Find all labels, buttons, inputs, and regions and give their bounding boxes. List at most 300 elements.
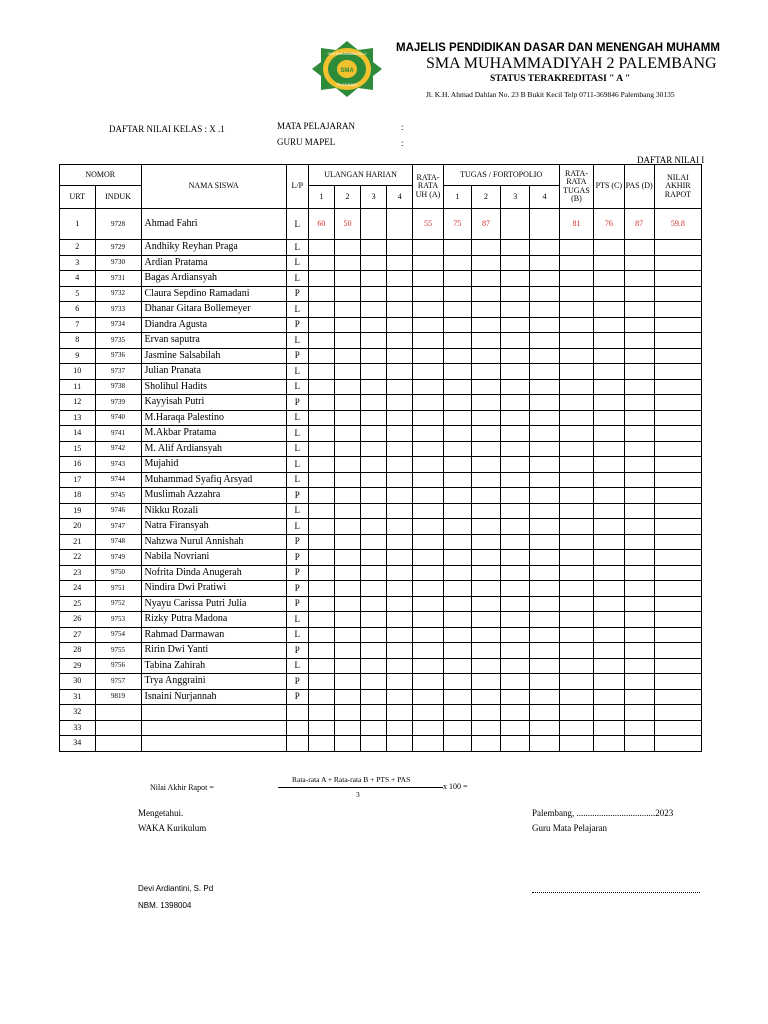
row-tugas-2 bbox=[471, 596, 500, 612]
row-tugas-1 bbox=[443, 317, 471, 333]
row-rata-a bbox=[413, 534, 443, 550]
row-tugas-1 bbox=[443, 472, 471, 488]
row-uh-2 bbox=[334, 720, 360, 736]
row-student-name: M.Akbar Pratama bbox=[141, 426, 286, 442]
row-uh-2 bbox=[334, 627, 360, 643]
row-student-name: Jasmine Salsabilah bbox=[141, 348, 286, 364]
row-gender: L bbox=[286, 271, 308, 287]
row-pas bbox=[624, 519, 654, 535]
row-uh-1 bbox=[308, 488, 334, 504]
logo-bottom-text: PALEMBANG bbox=[336, 83, 358, 87]
row-rata-b bbox=[559, 302, 593, 318]
row-uh-2 bbox=[334, 426, 360, 442]
row-rata-a bbox=[413, 705, 443, 721]
row-uh-3 bbox=[361, 488, 387, 504]
row-uh-1 bbox=[308, 596, 334, 612]
row-tugas-2 bbox=[471, 705, 500, 721]
row-gender: L bbox=[286, 612, 308, 628]
row-uh-4 bbox=[387, 410, 413, 426]
row-number: 30 bbox=[60, 674, 96, 690]
row-induk: 9734 bbox=[95, 317, 141, 333]
row-tugas-1 bbox=[443, 689, 471, 705]
row-uh-1 bbox=[308, 348, 334, 364]
table-row bbox=[60, 271, 702, 287]
row-pas bbox=[624, 410, 654, 426]
row-rata-b bbox=[559, 596, 593, 612]
row-tugas-3 bbox=[501, 255, 530, 271]
row-tugas-3 bbox=[501, 534, 530, 550]
table-row bbox=[60, 488, 702, 504]
sign-right-place-date: Palembang, ...................................2023 bbox=[532, 808, 674, 818]
row-tugas-2 bbox=[471, 364, 500, 380]
row-tugas-1 bbox=[443, 550, 471, 566]
row-pas bbox=[624, 689, 654, 705]
row-tugas-1 bbox=[443, 596, 471, 612]
row-uh-4 bbox=[387, 426, 413, 442]
row-uh-3 bbox=[361, 658, 387, 674]
row-induk: 9739 bbox=[95, 395, 141, 411]
row-uh-3 bbox=[361, 534, 387, 550]
row-uh-2 bbox=[334, 736, 360, 752]
row-tugas-1 bbox=[443, 240, 471, 256]
row-uh-1 bbox=[308, 364, 334, 380]
row-rata-b bbox=[559, 503, 593, 519]
row-rata-a bbox=[413, 333, 443, 349]
formula-label: Nilai Akhir Rapot = bbox=[150, 783, 214, 792]
row-gender: L bbox=[286, 240, 308, 256]
row-student-name: Kayyisah Putri bbox=[141, 395, 286, 411]
row-pts bbox=[594, 395, 624, 411]
row-nilai-akhir bbox=[654, 596, 701, 612]
row-rata-a bbox=[413, 674, 443, 690]
list-title: DAFTAR NILAI I bbox=[637, 155, 705, 165]
row-pts bbox=[594, 348, 624, 364]
row-uh-3 bbox=[361, 565, 387, 581]
row-uh-4 bbox=[387, 271, 413, 287]
row-gender: L bbox=[286, 255, 308, 271]
row-rata-a bbox=[413, 302, 443, 318]
row-nilai-akhir bbox=[654, 472, 701, 488]
row-pts bbox=[594, 736, 624, 752]
row-tugas-4 bbox=[530, 379, 559, 395]
table-row bbox=[60, 581, 702, 597]
row-gender: L bbox=[286, 472, 308, 488]
row-rata-a bbox=[413, 488, 443, 504]
row-uh-1 bbox=[308, 627, 334, 643]
row-gender: P bbox=[286, 643, 308, 659]
row-uh-3 bbox=[361, 643, 387, 659]
row-induk: 9755 bbox=[95, 643, 141, 659]
row-uh-2 bbox=[334, 674, 360, 690]
row-rata-b bbox=[559, 333, 593, 349]
row-nilai-akhir bbox=[654, 627, 701, 643]
row-tugas-2 bbox=[471, 658, 500, 674]
row-rata-a bbox=[413, 364, 443, 380]
row-tugas-2 bbox=[471, 581, 500, 597]
row-gender: L bbox=[286, 658, 308, 674]
row-tugas-4 bbox=[530, 627, 559, 643]
row-nilai-akhir bbox=[654, 240, 701, 256]
row-tugas-4 bbox=[530, 720, 559, 736]
table-row bbox=[60, 426, 702, 442]
row-nilai-akhir bbox=[654, 255, 701, 271]
row-pas bbox=[624, 720, 654, 736]
row-pas bbox=[624, 302, 654, 318]
row-uh-2 bbox=[334, 333, 360, 349]
row-student-name: Isnaini Nurjannah bbox=[141, 689, 286, 705]
row-number: 11 bbox=[60, 379, 96, 395]
row-pts bbox=[594, 364, 624, 380]
row-tugas-4 bbox=[530, 426, 559, 442]
row-uh-4 bbox=[387, 209, 413, 240]
header-rata-a: RATA- RATA UH (A) bbox=[413, 165, 443, 209]
row-tugas-3 bbox=[501, 240, 530, 256]
header-ulangan-harian: ULANGAN HARIAN bbox=[308, 165, 413, 186]
row-uh-4 bbox=[387, 364, 413, 380]
row-rata-a bbox=[413, 255, 443, 271]
row-number: 4 bbox=[60, 271, 96, 287]
row-tugas-4 bbox=[530, 472, 559, 488]
row-tugas-1 bbox=[443, 581, 471, 597]
row-pts bbox=[594, 503, 624, 519]
row-rata-a bbox=[413, 519, 443, 535]
row-uh-4 bbox=[387, 395, 413, 411]
row-pts bbox=[594, 720, 624, 736]
row-induk: 9731 bbox=[95, 271, 141, 287]
row-gender: P bbox=[286, 596, 308, 612]
row-induk: 9741 bbox=[95, 426, 141, 442]
row-induk: 9743 bbox=[95, 457, 141, 473]
row-uh-4 bbox=[387, 240, 413, 256]
row-nilai-akhir bbox=[654, 503, 701, 519]
row-student-name: Natra Firansyah bbox=[141, 519, 286, 535]
row-tugas-3 bbox=[501, 364, 530, 380]
row-uh-3 bbox=[361, 612, 387, 628]
row-rata-a bbox=[413, 410, 443, 426]
header-pts: PTS (C) bbox=[594, 165, 624, 209]
row-nilai-akhir: 59.8 bbox=[654, 209, 701, 240]
row-uh-2 bbox=[334, 705, 360, 721]
row-rata-a bbox=[413, 348, 443, 364]
row-tugas-3 bbox=[501, 286, 530, 302]
table-row bbox=[60, 209, 702, 240]
row-student-name: Claura Sepdino Ramadani bbox=[141, 286, 286, 302]
row-number: 21 bbox=[60, 534, 96, 550]
header-tugas-3: 3 bbox=[501, 186, 530, 209]
table-row bbox=[60, 441, 702, 457]
row-pts bbox=[594, 333, 624, 349]
row-rata-b bbox=[559, 457, 593, 473]
row-uh-4 bbox=[387, 550, 413, 566]
row-nilai-akhir bbox=[654, 457, 701, 473]
sign-right-title: Guru Mata Pelajaran bbox=[532, 823, 607, 833]
row-gender: P bbox=[286, 550, 308, 566]
table-row bbox=[60, 534, 702, 550]
row-nilai-akhir bbox=[654, 488, 701, 504]
row-induk: 9753 bbox=[95, 612, 141, 628]
row-nilai-akhir bbox=[654, 441, 701, 457]
row-tugas-2 bbox=[471, 426, 500, 442]
row-uh-1 bbox=[308, 333, 334, 349]
header-tugas: TUGAS / FORTOPOLIO bbox=[443, 165, 559, 186]
row-uh-2 bbox=[334, 534, 360, 550]
row-tugas-4 bbox=[530, 302, 559, 318]
row-tugas-1 bbox=[443, 612, 471, 628]
row-induk: 9752 bbox=[95, 596, 141, 612]
row-number: 9 bbox=[60, 348, 96, 364]
row-uh-1 bbox=[308, 503, 334, 519]
row-rata-b bbox=[559, 643, 593, 659]
row-gender: P bbox=[286, 317, 308, 333]
sign-left-nbm: NBM. 1398004 bbox=[138, 901, 192, 910]
row-uh-4 bbox=[387, 441, 413, 457]
row-uh-3 bbox=[361, 596, 387, 612]
row-number: 29 bbox=[60, 658, 96, 674]
row-number: 10 bbox=[60, 364, 96, 380]
row-number: 16 bbox=[60, 457, 96, 473]
row-uh-4 bbox=[387, 736, 413, 752]
row-uh-2 bbox=[334, 550, 360, 566]
row-uh-2 bbox=[334, 457, 360, 473]
row-induk: 9733 bbox=[95, 302, 141, 318]
row-pts bbox=[594, 612, 624, 628]
header-nilai-akhir: NILAI AKHIR RAPOT bbox=[654, 165, 701, 209]
row-tugas-2 bbox=[471, 612, 500, 628]
row-pas bbox=[624, 457, 654, 473]
row-gender: P bbox=[286, 689, 308, 705]
row-uh-4 bbox=[387, 534, 413, 550]
row-tugas-1 bbox=[443, 348, 471, 364]
formula-fraction-line bbox=[278, 787, 443, 788]
row-nilai-akhir bbox=[654, 689, 701, 705]
row-tugas-3 bbox=[501, 209, 530, 240]
row-induk: 9757 bbox=[95, 674, 141, 690]
row-pts bbox=[594, 317, 624, 333]
row-tugas-2 bbox=[471, 627, 500, 643]
row-gender: P bbox=[286, 286, 308, 302]
row-nilai-akhir bbox=[654, 348, 701, 364]
row-tugas-1 bbox=[443, 627, 471, 643]
row-number: 22 bbox=[60, 550, 96, 566]
row-rata-a bbox=[413, 550, 443, 566]
row-uh-4 bbox=[387, 689, 413, 705]
row-induk: 9735 bbox=[95, 333, 141, 349]
row-rata-a bbox=[413, 271, 443, 287]
row-uh-4 bbox=[387, 705, 413, 721]
row-nilai-akhir bbox=[654, 410, 701, 426]
header-nama-siswa: NAMA SISWA bbox=[141, 165, 286, 209]
row-pas bbox=[624, 658, 654, 674]
row-nilai-akhir bbox=[654, 565, 701, 581]
accreditation-status: STATUS TERAKREDITASI " A " bbox=[490, 74, 631, 84]
row-tugas-3 bbox=[501, 333, 530, 349]
sign-right-dotted-line bbox=[532, 892, 700, 893]
row-tugas-3 bbox=[501, 565, 530, 581]
table-row bbox=[60, 255, 702, 271]
row-student-name: Trya Anggraini bbox=[141, 674, 286, 690]
row-tugas-2 bbox=[471, 317, 500, 333]
table-row bbox=[60, 286, 702, 302]
row-pas bbox=[624, 488, 654, 504]
row-rata-b bbox=[559, 720, 593, 736]
row-pts bbox=[594, 441, 624, 457]
row-pas bbox=[624, 441, 654, 457]
row-pas bbox=[624, 627, 654, 643]
row-uh-4 bbox=[387, 333, 413, 349]
row-student-name: Muslimah Azzahra bbox=[141, 488, 286, 504]
school-logo bbox=[311, 40, 383, 98]
row-tugas-3 bbox=[501, 550, 530, 566]
row-tugas-2 bbox=[471, 240, 500, 256]
row-tugas-1 bbox=[443, 333, 471, 349]
row-induk: 9750 bbox=[95, 565, 141, 581]
sign-left-title: WAKA Kurikulum bbox=[138, 823, 207, 833]
row-tugas-2 bbox=[471, 271, 500, 287]
row-gender: L bbox=[286, 503, 308, 519]
row-tugas-4 bbox=[530, 348, 559, 364]
row-nilai-akhir bbox=[654, 705, 701, 721]
row-nilai-akhir bbox=[654, 317, 701, 333]
row-number: 20 bbox=[60, 519, 96, 535]
row-gender: L bbox=[286, 209, 308, 240]
row-pas bbox=[624, 271, 654, 287]
row-pas bbox=[624, 612, 654, 628]
row-rata-a bbox=[413, 612, 443, 628]
row-student-name: Julian Pranata bbox=[141, 364, 286, 380]
row-nilai-akhir bbox=[654, 534, 701, 550]
row-rata-b bbox=[559, 627, 593, 643]
row-uh-3 bbox=[361, 271, 387, 287]
row-tugas-4 bbox=[530, 271, 559, 287]
row-uh-1 bbox=[308, 550, 334, 566]
row-tugas-3 bbox=[501, 271, 530, 287]
row-tugas-1 bbox=[443, 379, 471, 395]
row-rata-a: 55 bbox=[413, 209, 443, 240]
row-tugas-4 bbox=[530, 565, 559, 581]
row-tugas-4 bbox=[530, 317, 559, 333]
table-row bbox=[60, 550, 702, 566]
row-uh-3 bbox=[361, 209, 387, 240]
row-pts bbox=[594, 410, 624, 426]
row-number: 31 bbox=[60, 689, 96, 705]
row-uh-1 bbox=[308, 643, 334, 659]
row-pts bbox=[594, 255, 624, 271]
row-uh-1 bbox=[308, 472, 334, 488]
table-row bbox=[60, 674, 702, 690]
row-induk: 9756 bbox=[95, 658, 141, 674]
table-row bbox=[60, 736, 702, 752]
row-rata-b bbox=[559, 441, 593, 457]
table-row bbox=[60, 379, 702, 395]
row-tugas-1 bbox=[443, 364, 471, 380]
row-rata-b bbox=[559, 565, 593, 581]
row-pas bbox=[624, 643, 654, 659]
row-nilai-akhir bbox=[654, 736, 701, 752]
row-uh-3 bbox=[361, 410, 387, 426]
row-pts bbox=[594, 472, 624, 488]
row-uh-3 bbox=[361, 720, 387, 736]
row-tugas-2 bbox=[471, 643, 500, 659]
row-pas bbox=[624, 426, 654, 442]
row-tugas-4 bbox=[530, 333, 559, 349]
row-rata-b bbox=[559, 736, 593, 752]
row-uh-2 bbox=[334, 410, 360, 426]
table-row bbox=[60, 565, 702, 581]
row-number: 6 bbox=[60, 302, 96, 318]
row-pas bbox=[624, 534, 654, 550]
row-student-name: Sholihul Hadits bbox=[141, 379, 286, 395]
row-rata-b bbox=[559, 395, 593, 411]
row-number: 19 bbox=[60, 503, 96, 519]
row-gender: L bbox=[286, 519, 308, 535]
row-uh-3 bbox=[361, 627, 387, 643]
row-tugas-4 bbox=[530, 581, 559, 597]
row-tugas-2 bbox=[471, 550, 500, 566]
row-tugas-4 bbox=[530, 612, 559, 628]
row-tugas-2 bbox=[471, 720, 500, 736]
row-uh-1 bbox=[308, 534, 334, 550]
row-uh-1 bbox=[308, 271, 334, 287]
row-pts bbox=[594, 519, 624, 535]
table-row bbox=[60, 658, 702, 674]
school-name: SMA MUHAMMADIYAH 2 PALEMBANG bbox=[426, 55, 717, 72]
row-uh-4 bbox=[387, 302, 413, 318]
row-tugas-4 bbox=[530, 395, 559, 411]
row-tugas-3 bbox=[501, 705, 530, 721]
row-uh-4 bbox=[387, 612, 413, 628]
logo-top-text: SMA MUHAMMADIYAH 2 bbox=[327, 52, 367, 56]
row-nilai-akhir bbox=[654, 519, 701, 535]
row-pas bbox=[624, 255, 654, 271]
row-rata-a bbox=[413, 658, 443, 674]
row-induk: 9744 bbox=[95, 472, 141, 488]
table-row bbox=[60, 720, 702, 736]
row-tugas-3 bbox=[501, 488, 530, 504]
row-tugas-3 bbox=[501, 302, 530, 318]
row-tugas-3 bbox=[501, 596, 530, 612]
row-gender: P bbox=[286, 348, 308, 364]
row-tugas-2 bbox=[471, 410, 500, 426]
row-pts bbox=[594, 426, 624, 442]
table-row bbox=[60, 317, 702, 333]
sign-left-name: Devi Ardiantini, S. Pd bbox=[138, 884, 214, 893]
row-uh-1 bbox=[308, 286, 334, 302]
row-rata-a bbox=[413, 441, 443, 457]
row-uh-1 bbox=[308, 565, 334, 581]
row-uh-3 bbox=[361, 503, 387, 519]
row-pts bbox=[594, 286, 624, 302]
row-tugas-3 bbox=[501, 472, 530, 488]
row-pts bbox=[594, 643, 624, 659]
row-nilai-akhir bbox=[654, 658, 701, 674]
row-rata-b bbox=[559, 658, 593, 674]
row-rata-a bbox=[413, 643, 443, 659]
row-pas bbox=[624, 333, 654, 349]
row-uh-1 bbox=[308, 395, 334, 411]
row-pas bbox=[624, 705, 654, 721]
row-pts bbox=[594, 705, 624, 721]
row-uh-4 bbox=[387, 581, 413, 597]
row-gender bbox=[286, 736, 308, 752]
row-rata-b bbox=[559, 550, 593, 566]
row-uh-3 bbox=[361, 705, 387, 721]
row-tugas-2: 87 bbox=[471, 209, 500, 240]
row-student-name: Nabila Novriani bbox=[141, 550, 286, 566]
row-number: 7 bbox=[60, 317, 96, 333]
row-rata-a bbox=[413, 472, 443, 488]
row-nilai-akhir bbox=[654, 333, 701, 349]
row-number: 28 bbox=[60, 643, 96, 659]
